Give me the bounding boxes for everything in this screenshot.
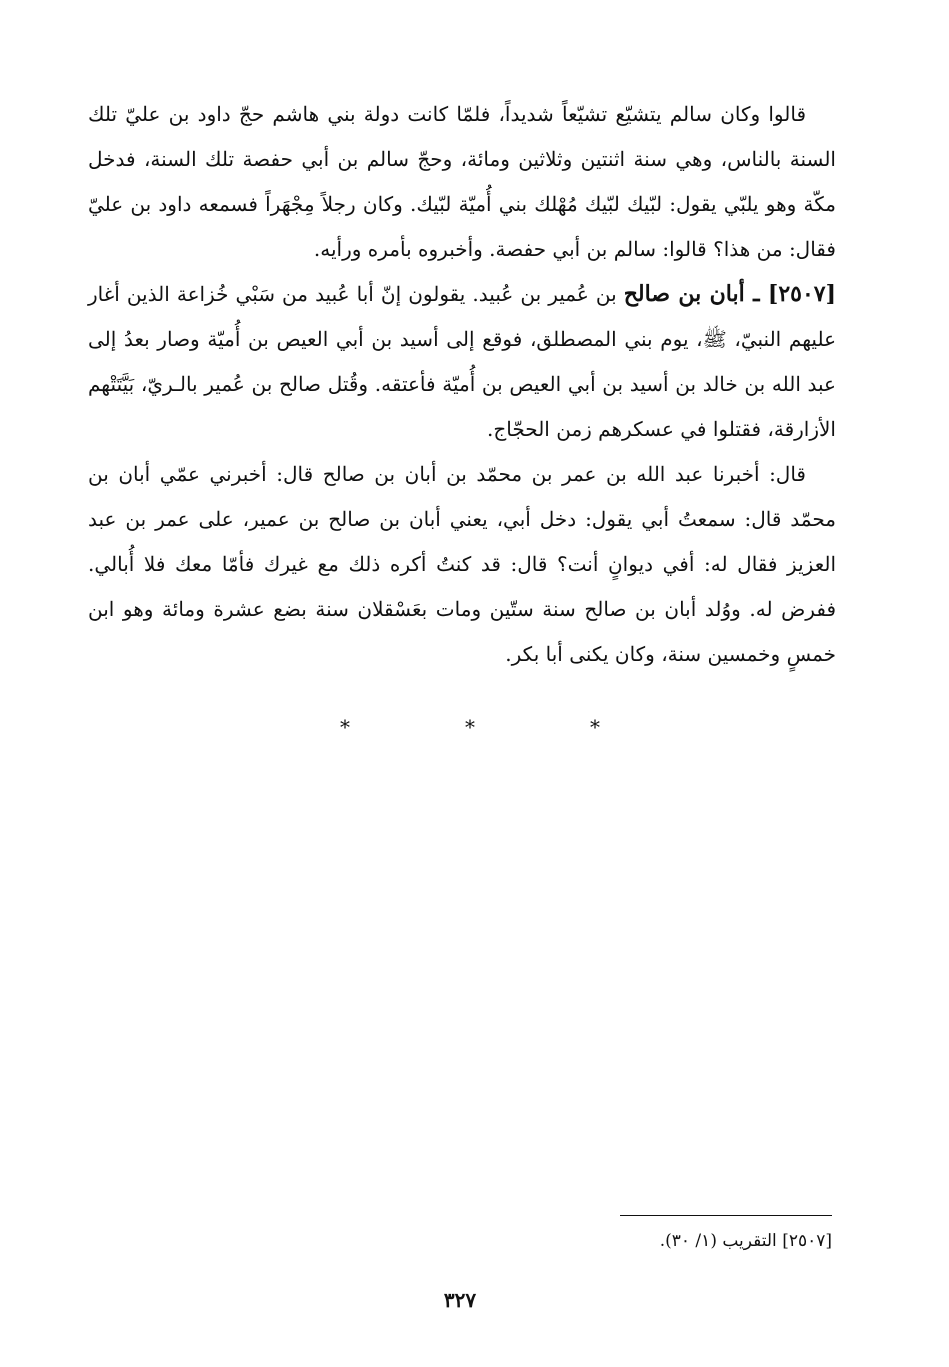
paragraph-salim: قالوا وكان سالم يتشيّع تشيّعاً شديداً، فلمّا كانت دولة بني هاشم حجّ داود بن عليّ تلك السنة بالناس، وهي سنة اثنتين وثلاثين ومائة، وحجّ سالم بن أبي حفصة تلك السنة، فدخل مكّة وهو يلبّي يقول: لبّيك لبّيك مُهْلك بني أُميّة لبّيك. وكان رجلاً مِجْهَراً فسمعه داود بن عليّ فقال: من هذا؟ قالوا: سالم بن أبي حفصة. وأخبروه بأمره ورأيه. [88, 102, 836, 261]
footnote-divider [620, 1215, 832, 1216]
separator-star: * [340, 715, 350, 739]
separator-star: * [590, 715, 600, 739]
separator-star: * [465, 715, 475, 739]
paragraph-report: قال: أخبرنا عبد الله بن عمر بن محمّد بن أبان بن صالح قال: أخبرني عمّي أبان بن محمّد قال: سمعتُ أبي يقول: دخل أبي، يعني أبان بن صالح بن عمير، على عمر بن عبد العزيز فقال له: أفي ديوانٍ أنت؟ قال: قد كنتُ أكره ذلك مع غيرك فأمّا معك فلا أُبالي. ففرض له. ووُلد أبان بن صالح سنة ستّين ومات بعَسْقلان سنة بضع عشرة ومائة وهو ابن خمسٍ وخمسين سنة، وكان يكنى أبا بكر. [88, 462, 837, 666]
entry-heading: [٢٥٠٧] ـ أبان بن صالح [623, 281, 836, 307]
page-number: ٣٢٧ [443, 1288, 477, 1312]
footnote: [٢٥٠٧] التقريب (١/ ٣٠). [659, 1231, 832, 1251]
paragraph-entry-2507 [88, 272, 836, 452]
section-separator [340, 712, 600, 742]
main-text [88, 92, 836, 677]
entry-body: بن عُمير بن عُبيد. يقولون إنّ أبا عُبيد من سَبْي خُزاعة الذين أغار عليهم النبيّ، ﷺ، يوم بني المصطلق، فوقع إلى أسيد بن أبي العيص بن أُميّة وصار بعدُ إلى عبد الله بن خالد بن أسيد بن أبي العيص بن أُميّة فأعتقه. وقُتل صالح بن عُمير بالـريّ، بَيَّتَتْهم الأزارقة، فقتلوا في عسكرهم زمن الحجّاج. [88, 282, 836, 441]
